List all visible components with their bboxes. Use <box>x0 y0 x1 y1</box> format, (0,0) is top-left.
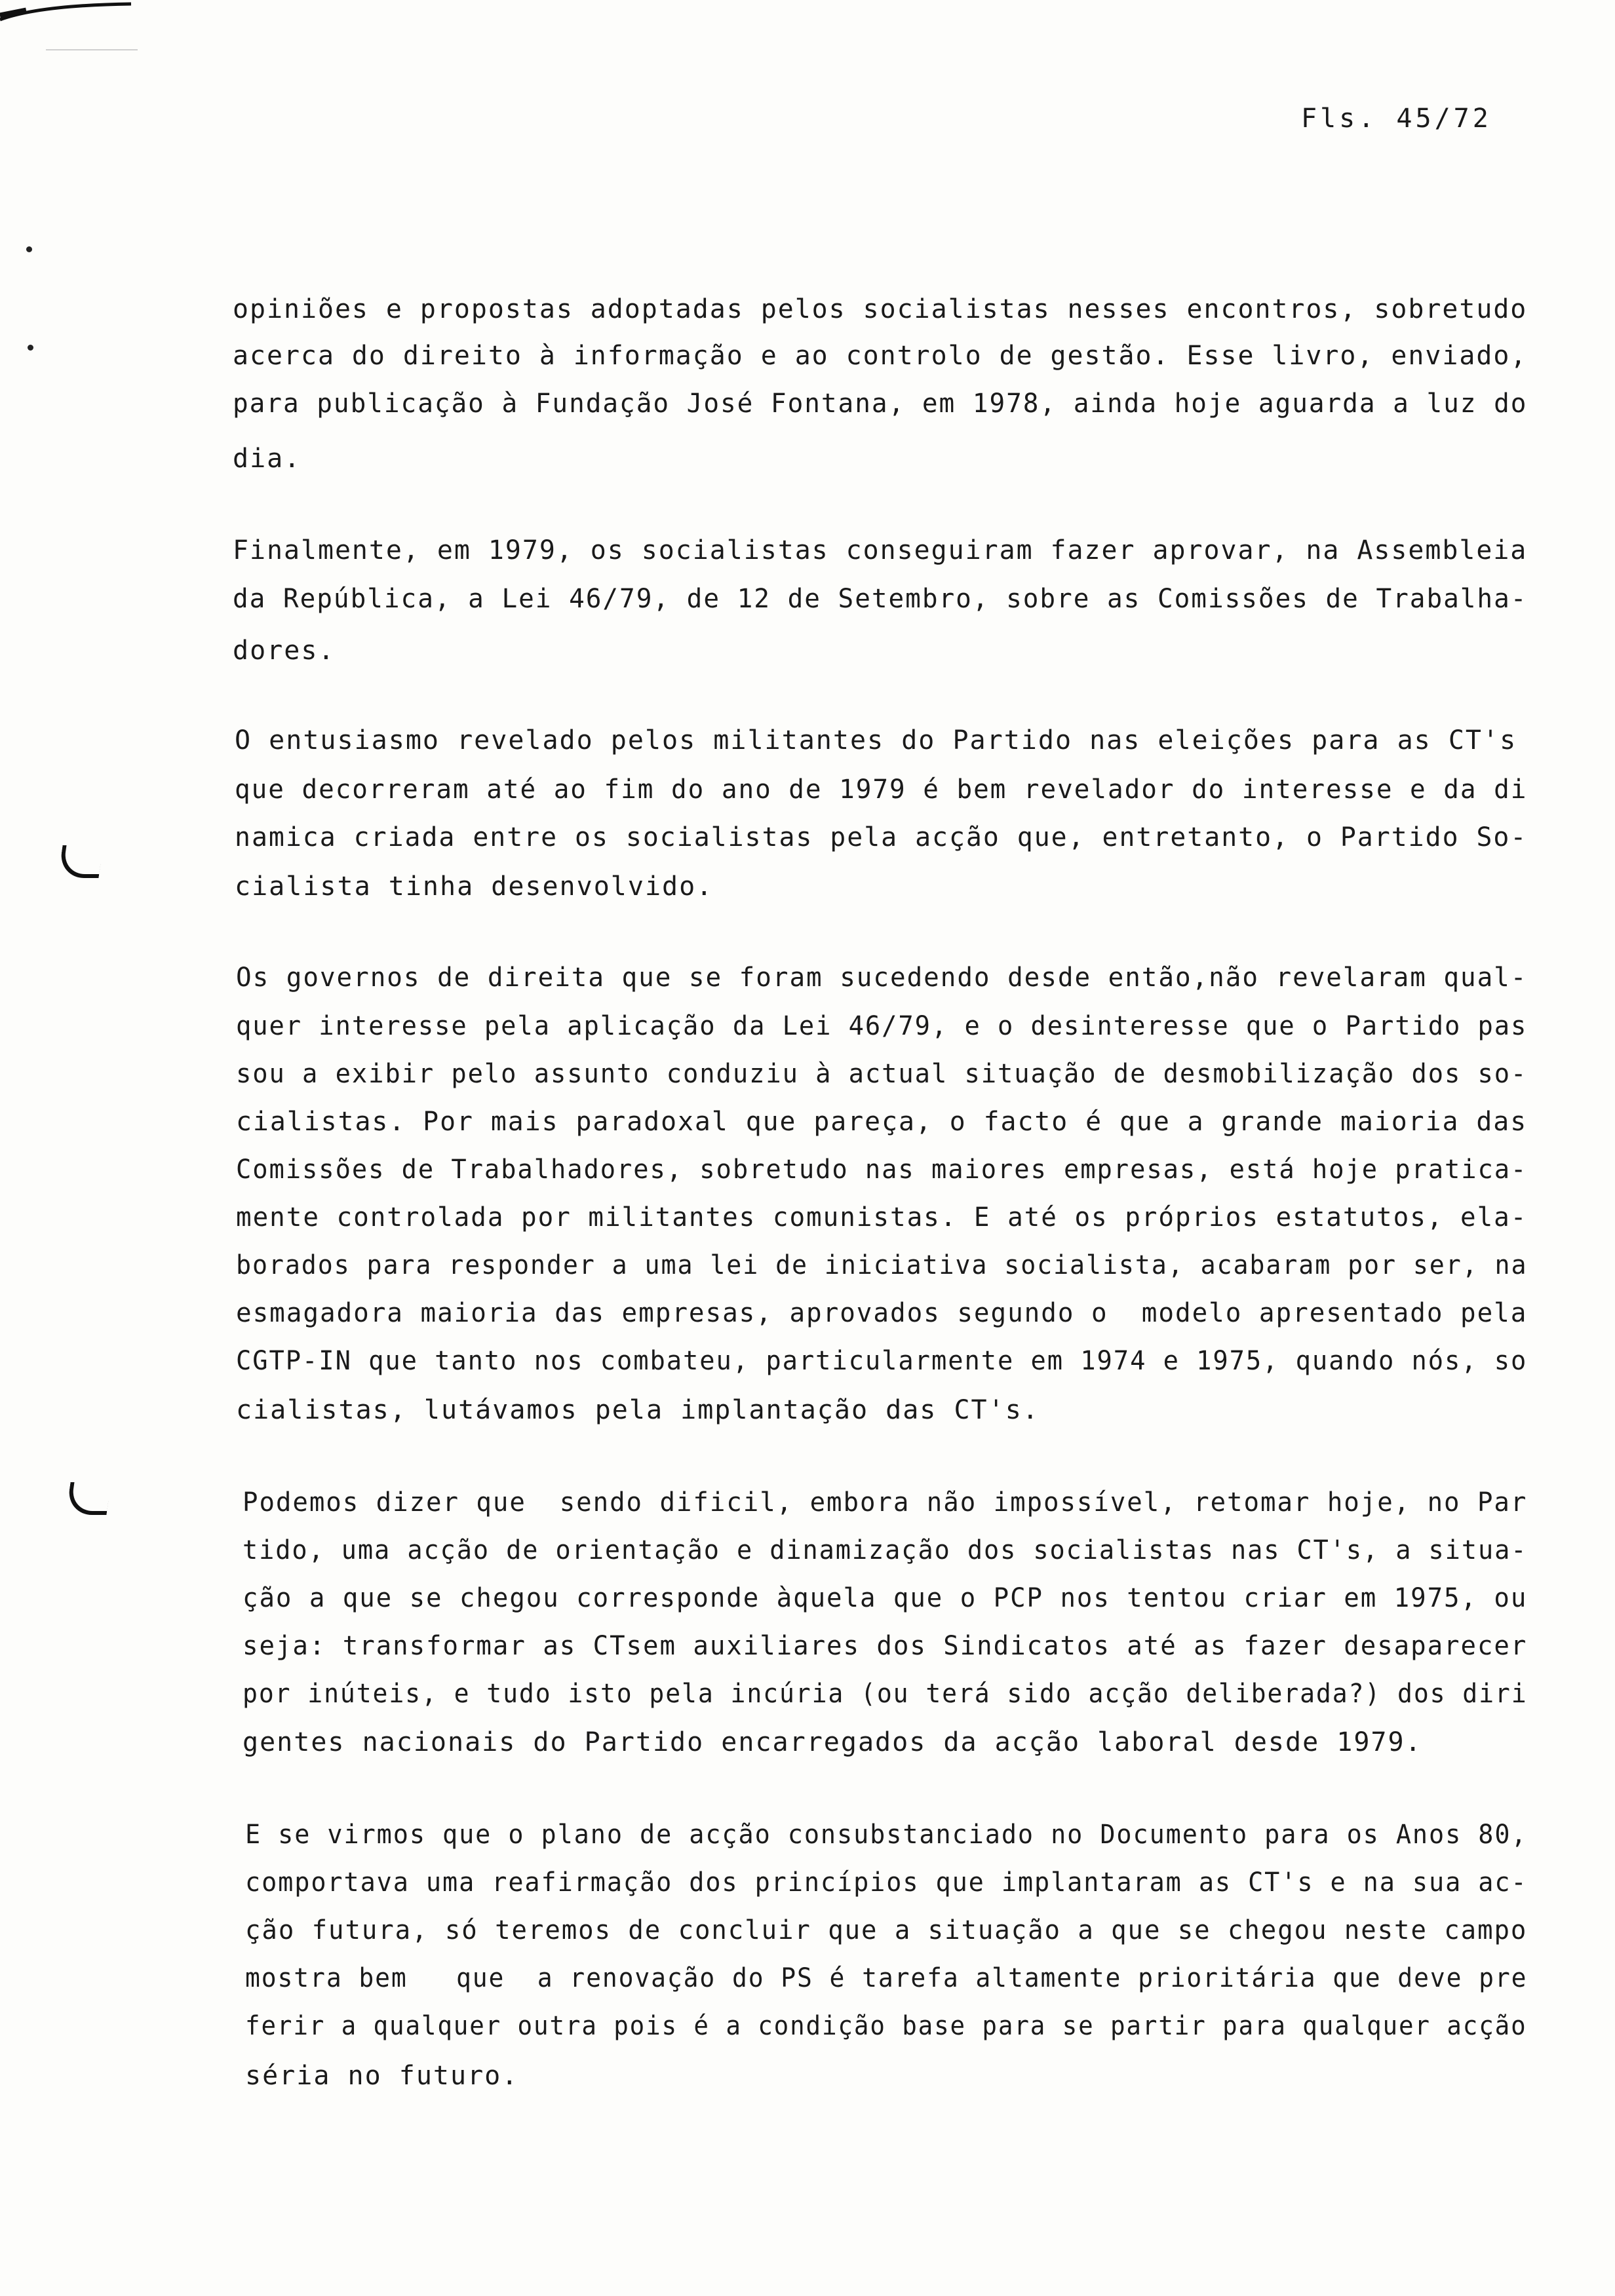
text-line: por inúteis, e tudo isto pela incúria (ou terá sido acção deliberada?) dos diri <box>243 1679 1528 1709</box>
text-line: E se virmos que o plano de acção consubstanciado no Documento para os Anos 80, <box>245 1820 1528 1850</box>
margin-dot <box>26 246 32 252</box>
text-line: seja: transformar as CTsem auxiliares dos Sindicatos até as fazer desaparecer <box>243 1631 1528 1661</box>
text-line: tido, uma acção de orientação e dinamização dos socialistas nas CT's, a situa- <box>243 1535 1528 1565</box>
text-line: cialistas, lutávamos pela implantação das CT's. <box>236 1395 1040 1425</box>
text-line: opiniões e propostas adoptadas pelos socialistas nesses encontros, sobretudo <box>233 294 1528 324</box>
text-line: borados para responder a uma lei de iniciativa socialista, acabaram por ser, na <box>236 1250 1528 1280</box>
text-line: ção futura, só teremos de concluir que a situação a que se chegou neste campo <box>245 1915 1528 1945</box>
text-line: namica criada entre os socialistas pela acção que, entretanto, o Partido So- <box>235 822 1528 852</box>
text-line: para publicação à Fundação José Fontana, em 1978, ainda hoje aguarda a luz do <box>233 389 1528 419</box>
margin-dot <box>28 345 33 351</box>
text-line: dia. <box>233 444 302 474</box>
text-line: séria no futuro. <box>245 2061 519 2091</box>
text-line: cialistas. Por mais paradoxal que pareça, o facto é que a grande maioria das <box>236 1107 1528 1137</box>
text-line: gentes nacionais do Partido encarregados da acção laboral desde 1979. <box>243 1727 1422 1757</box>
text-line: CGTP-IN que tanto nos combateu, particularmente em 1974 e 1975, quando nós, so <box>236 1346 1528 1376</box>
text-line: mente controlada por militantes comunistas. E até os próprios estatutos, ela- <box>236 1202 1528 1233</box>
text-line: que decorreram até ao fim do ano de 1979 é bem revelador do interesse e da di <box>235 775 1528 805</box>
text-line: quer interesse pela aplicação da Lei 46/79, e o desinteresse que o Partido pas <box>236 1011 1528 1041</box>
text-line: Comissões de Trabalhadores, sobretudo nas maiores empresas, está hoje pratica- <box>236 1155 1528 1185</box>
text-line: ção a que se chegou corresponde àquela que o PCP nos tentou criar em 1975, ou <box>243 1583 1528 1613</box>
text-line: sou a exibir pelo assunto conduziu à actual situação de desmobilização dos so- <box>236 1059 1528 1089</box>
corner-scan-mark <box>0 0 157 52</box>
text-line: Finalmente, em 1979, os socialistas conseguiram fazer aprovar, na Assembleia <box>233 535 1528 565</box>
text-line: O entusiasmo revelado pelos militantes do Partido nas eleições para as CT's <box>235 725 1517 756</box>
page-number: Fls. 45/72 <box>1301 104 1492 134</box>
text-line: Podemos dizer que sendo dificil, embora não impossível, retomar hoje, no Par <box>243 1487 1528 1518</box>
text-line: esmagadora maioria das empresas, aprovados segundo o modelo apresentado pela <box>236 1298 1528 1328</box>
text-line: mostra bem que a renovação do PS é tarefa altamente prioritária que deve pre <box>245 1963 1528 1993</box>
text-line: Os governos de direita que se foram sucedendo desde então,não revelaram qual- <box>236 963 1528 993</box>
scan-artifact <box>46 49 138 50</box>
text-line: comportava uma reafirmação dos princípios que implantaram as CT's e na sua ac- <box>245 1867 1528 1898</box>
text-line: dores. <box>233 636 336 666</box>
text-line: ferir a qualquer outra pois é a condição base para se partir para qualquer acção <box>245 2011 1527 2041</box>
text-line: cialista tinha desenvolvido. <box>235 871 714 902</box>
text-line: da República, a Lei 46/79, de 12 de Setembro, sobre as Comissões de Trabalha- <box>233 584 1528 614</box>
text-line: acerca do direito à informação e ao controlo de gestão. Esse livro, enviado, <box>233 341 1528 371</box>
punch-hole-mark <box>66 1482 111 1515</box>
punch-hole-mark <box>58 845 103 878</box>
